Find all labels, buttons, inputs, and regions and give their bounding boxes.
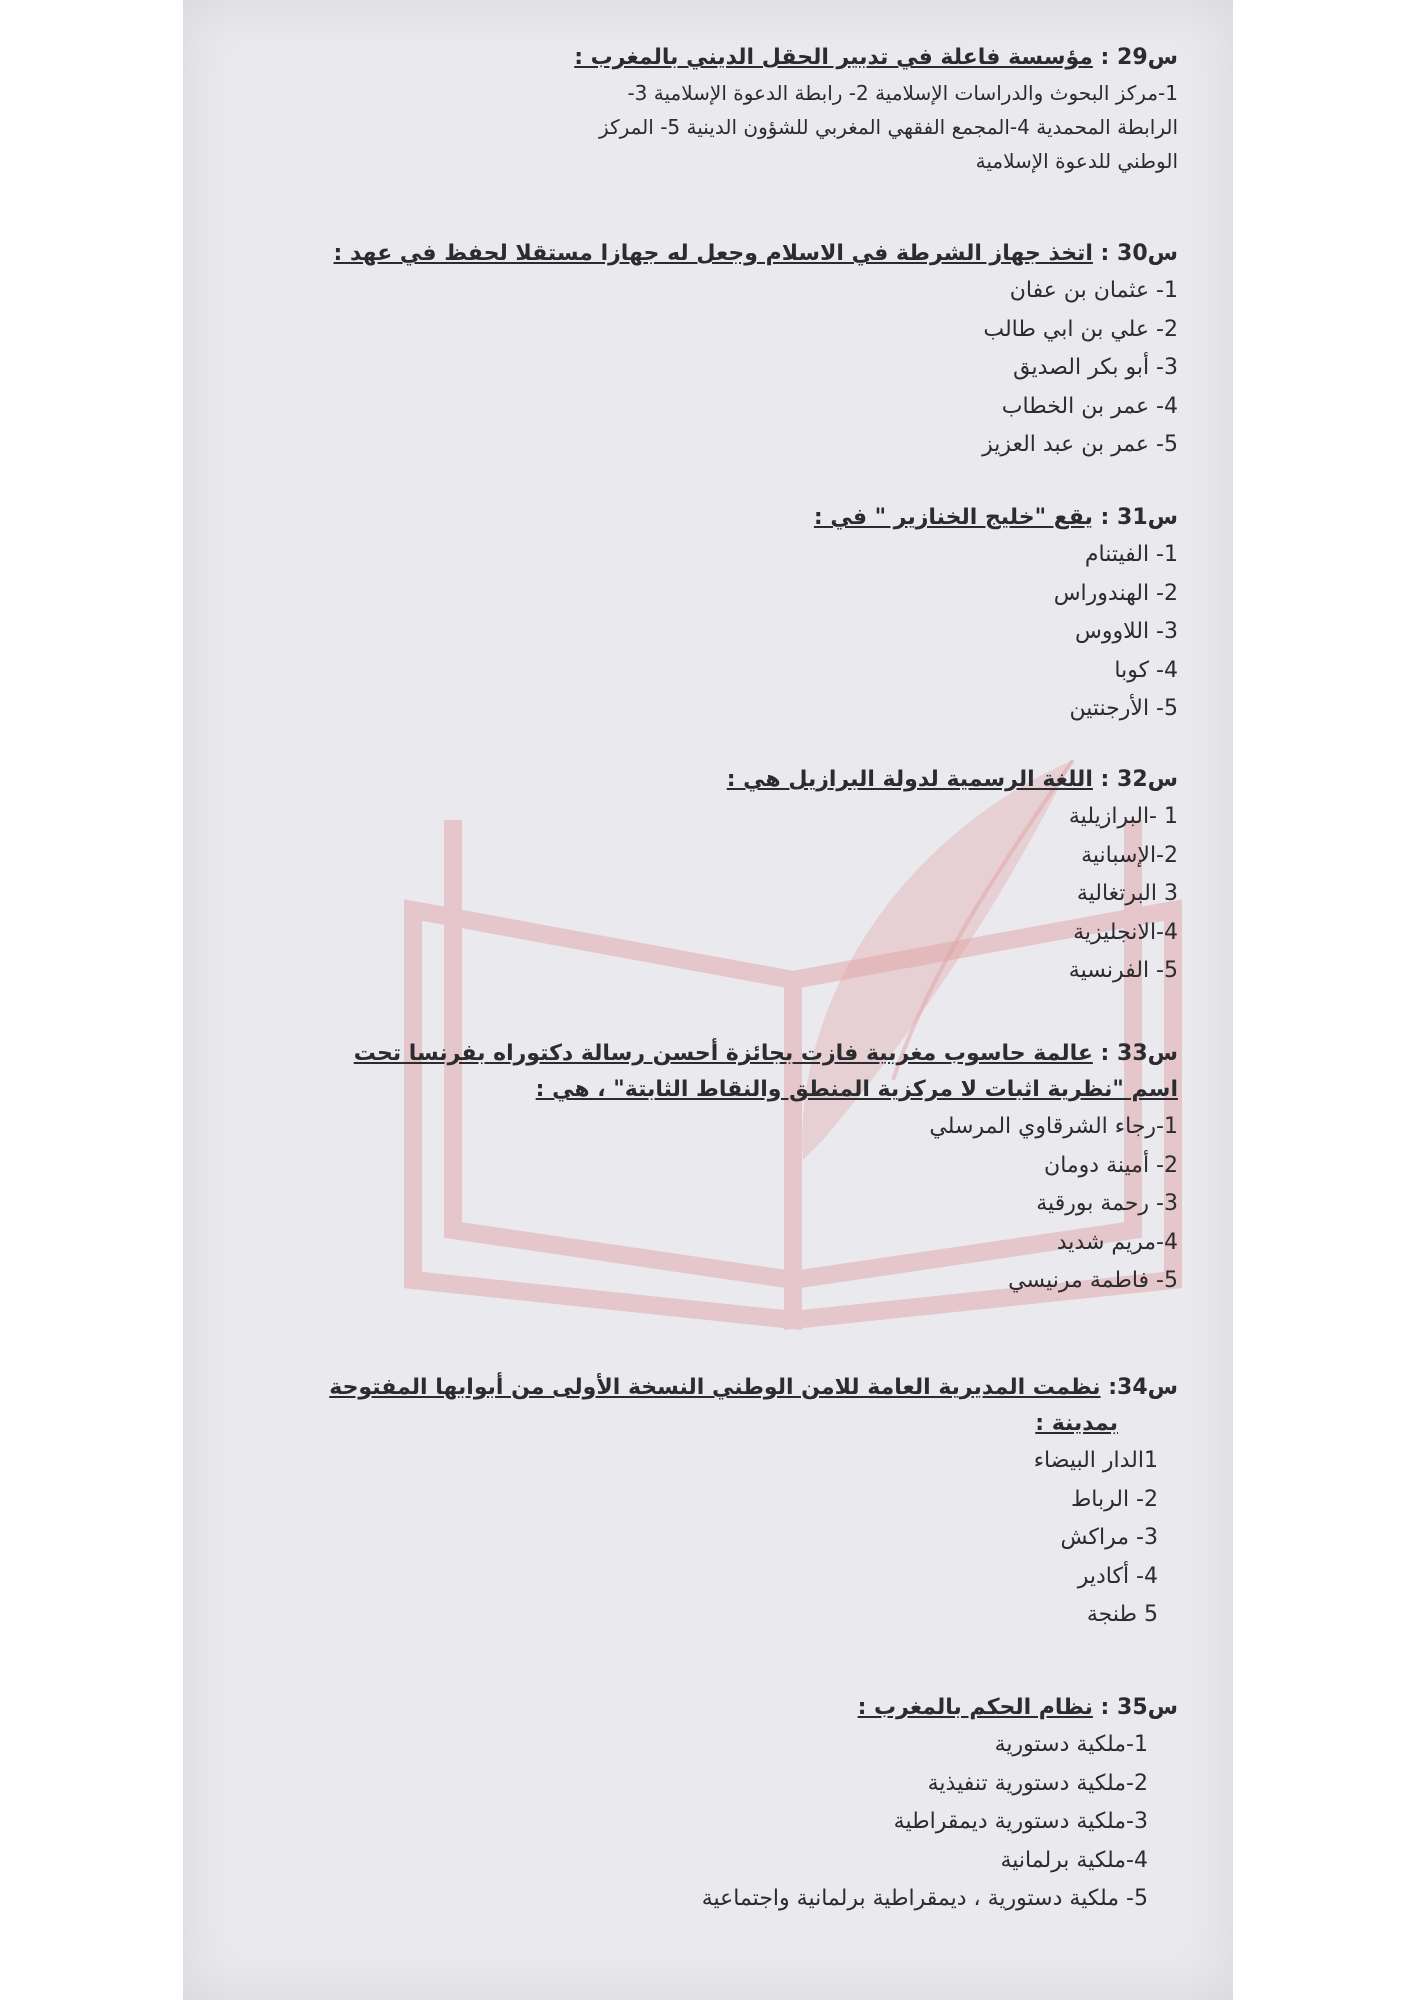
question-number: س30 : (1100, 241, 1178, 266)
question-33-heading (278, 1036, 1178, 1072)
question-31 (278, 500, 1178, 729)
option-1: 1 -البرازيلية (1068, 804, 1178, 829)
option-4: 4- كوبا (1114, 657, 1178, 683)
option-5: 5- الفرنسية (1068, 958, 1178, 983)
question-35-heading (258, 1690, 1178, 1726)
options-line-3: الوطني للدعوة الإسلامية (975, 149, 1178, 173)
question-text-line-2: بمدينة : (1035, 1411, 1118, 1436)
question-text-line-1: عالمة حاسوب مغربية فازت بجائزة أحسن رسالة دكتوراه بفرنسا تحت (353, 1041, 1093, 1066)
option-5: 5- عمر بن عبد العزيز (982, 432, 1178, 457)
option-1: 1- عثمان بن عفان (1009, 278, 1178, 303)
question-text: اللغة الرسمية لدولة البرازيل هي : (726, 767, 1093, 792)
option-4: 4- عمر بن الخطاب (1001, 393, 1178, 419)
option-3: 3- اللاووس (1075, 619, 1178, 644)
question-text-line-1: نظمت المديرية العامة للامن الوطني النسخة الأولى من أبوابها المفتوحة (329, 1375, 1101, 1400)
option-4: 4-مريم شديد (1056, 1229, 1178, 1255)
question-number: س32 : (1100, 767, 1178, 792)
option-1: 1- الفيتنام (1084, 542, 1178, 567)
question-text: اتخذ جهاز الشرطة في الاسلام وجعل له جهازا مستقلا لحفظ في عهد : (333, 241, 1093, 266)
option-5: 5- فاطمة مرنيسي (1008, 1268, 1178, 1293)
option-4: 4- أكادير (1077, 1563, 1158, 1589)
question-number: س29 : (1100, 45, 1178, 70)
question-34-heading (258, 1370, 1178, 1406)
option-1: 1-ملكية دستورية (994, 1732, 1148, 1757)
question-35 (258, 1690, 1178, 1919)
option-2: 2- أمينة دومان (1044, 1152, 1178, 1178)
option-2: 2- الهندوراس (1053, 580, 1178, 606)
option-2: 2-الإسبانية (1081, 842, 1178, 868)
questions-container (183, 0, 1233, 2000)
option-5: 5- ملكية دستورية ، ديمقراطية برلمانية واجتماعية (701, 1886, 1148, 1911)
option-3: 3- رحمة بورقية (1036, 1191, 1178, 1216)
question-30 (278, 236, 1178, 465)
option-1: 1الدار البيضاء (1033, 1448, 1158, 1473)
question-text: نظام الحكم بالمغرب : (857, 1695, 1093, 1720)
question-text-line-2: اسم "نظرية اثبات لا مركزية المنطق والنقاط الثابتة" ، هي : (535, 1077, 1178, 1102)
option-2: 2- الرباط (1070, 1486, 1158, 1512)
question-31-heading (278, 500, 1178, 536)
option-2: 2-ملكية دستورية تنفيذية (927, 1770, 1148, 1796)
option-2: 2- علي بن ابي طالب (983, 316, 1178, 342)
question-text: يقع "خليج الخنازير " في : (813, 505, 1093, 530)
option-1: 1-رجاء الشرقاوي المرسلي (929, 1114, 1178, 1139)
question-33-heading-cont (278, 1072, 1178, 1108)
options-line-1: 1-مركز البحوث والدراسات الإسلامية 2- رابطة الدعوة الإسلامية 3- (627, 81, 1178, 105)
option-3: 3- مراكش (1060, 1525, 1158, 1550)
option-3: 3- أبو بكر الصديق (1013, 355, 1178, 380)
question-number: س33 : (1100, 1041, 1178, 1066)
question-29-heading (238, 40, 1178, 76)
question-34 (258, 1370, 1178, 1635)
option-3: 3 البرتغالية (1076, 881, 1178, 906)
question-32-heading (278, 762, 1178, 798)
exam-sheet (183, 0, 1233, 2000)
question-number: س35 : (1100, 1695, 1178, 1720)
option-5: 5 طنجة (1086, 1602, 1158, 1627)
question-29 (238, 40, 1178, 178)
question-text: مؤسسة فاعلة في تدبير الحقل الديني بالمغرب : (574, 45, 1093, 70)
question-34-heading-cont (258, 1406, 1178, 1442)
options-line-2: الرابطة المحمدية 4-المجمع الفقهي المغربي للشؤون الدينية 5- المركز (599, 115, 1178, 139)
question-number: س31 : (1100, 505, 1178, 530)
question-number: س34: (1108, 1375, 1178, 1400)
question-32 (278, 762, 1178, 991)
option-4: 4-ملكية برلمانية (1000, 1847, 1148, 1873)
question-30-heading (278, 236, 1178, 272)
option-4: 4-الانجليزية (1073, 919, 1178, 945)
option-5: 5- الأرجنتين (1069, 696, 1178, 721)
question-33 (278, 1036, 1178, 1301)
option-3: 3-ملكية دستورية ديمقراطية (893, 1809, 1148, 1834)
